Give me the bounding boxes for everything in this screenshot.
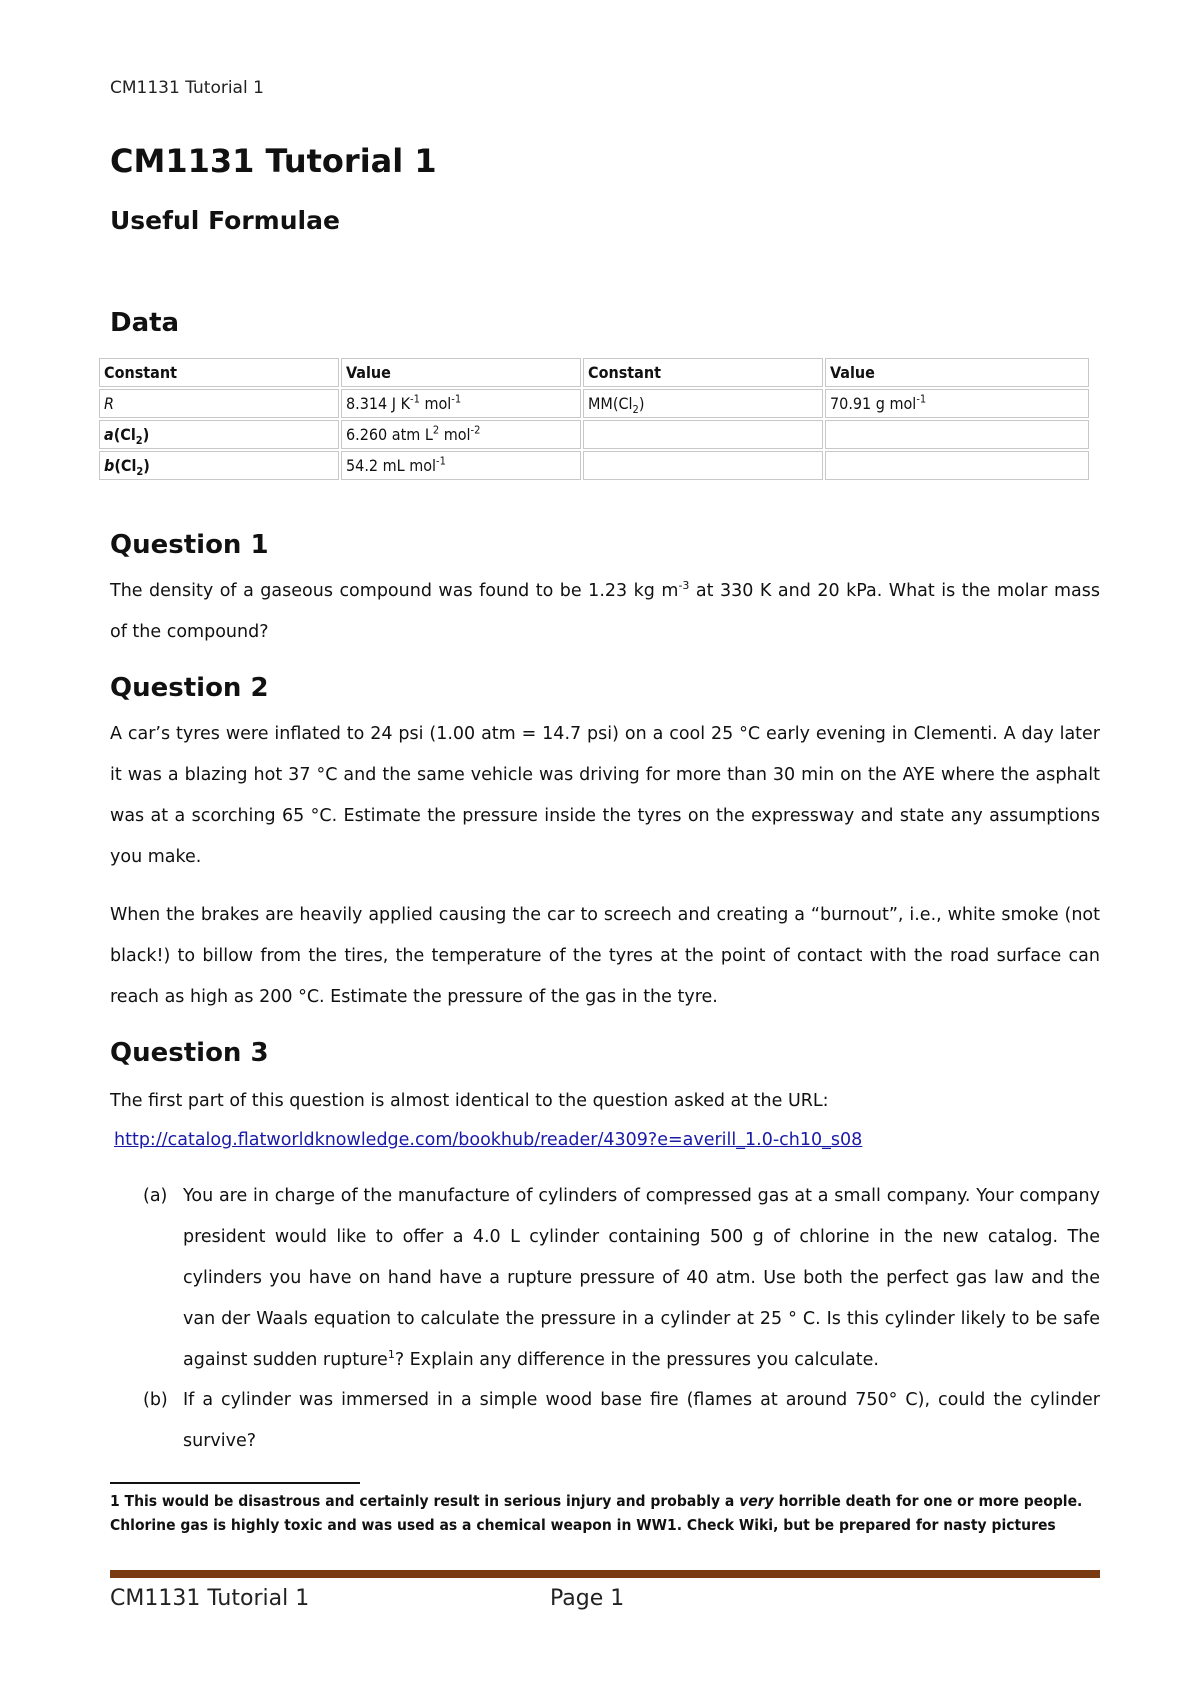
footer-title: CM1131 Tutorial 1 xyxy=(110,1586,310,1611)
question-2-heading: Question 2 xyxy=(110,673,269,703)
table-cell: 6.260 atm $L^2$ mol$^{-2}$ xyxy=(341,420,581,449)
table-cell xyxy=(825,420,1089,449)
part-a-text: You are in charge of the manufacture of cylinders of compressed gas at a small company. Your company president would like to offer a 4.0 L cylinder containing 500 g of chlorine in the new catalog. The cylinders you have on hand have a rupture pressure of 40 atm. Use both the perfect gas law and the van der Waals equation to calculate the pressure in a cylinder at 25 ° C. Is this cylinder likely to be safe against sudden rupture$^1$? Explain any difference in the pressures you calculate. xyxy=(183,1186,1100,1370)
table-cell: $b(Cl_2)$ xyxy=(99,451,339,480)
table-cell: $MM(Cl_2)$ xyxy=(583,389,823,418)
question-3-heading: Question 3 xyxy=(110,1038,269,1068)
question-3-intro: The first part of this question is almost identical to the question asked at the URL: xyxy=(110,1091,829,1111)
part-b-label: (b) xyxy=(143,1390,168,1410)
table-row xyxy=(99,451,1089,480)
page-title: CM1131 Tutorial 1 xyxy=(110,142,437,180)
constants-table xyxy=(97,356,1091,482)
table-header: Constant xyxy=(99,358,339,387)
table-header: Value xyxy=(825,358,1089,387)
table-row xyxy=(99,389,1089,418)
table-cell xyxy=(99,389,339,418)
table-row xyxy=(99,420,1089,449)
table-cell xyxy=(825,451,1089,480)
footnote: 1 This would be disastrous and certainly result in serious injury and probably a very horrible death for one or more people. Chlorine gas is highly toxic and was used as a chemical weapon in WW1. Check Wiki, but be prepared for nasty pictures xyxy=(110,1492,1083,1534)
data-heading: Data xyxy=(110,308,180,338)
table-cell: 54.2 mL mol$^{-1}$ xyxy=(341,451,581,480)
footnote-divider xyxy=(110,1482,360,1484)
footer-divider xyxy=(110,1570,1100,1578)
question-1-heading: Question 1 xyxy=(110,530,269,560)
constant-symbol: R xyxy=(104,394,114,413)
table-cell xyxy=(583,451,823,480)
table-cell: 8.314 J $K^{-1}$ mol$^{-1}$ xyxy=(341,389,581,418)
reference-link[interactable]: http://catalog.flatworldknowledge.com/bookhub/reader/4309?e=averill_1.0-ch10_s08 xyxy=(114,1130,863,1150)
table-header: Constant xyxy=(583,358,823,387)
question-2-paragraph-1: A car’s tyres were inflated to 24 psi (1.00 atm = 14.7 psi) on a cool 25 °C early evening in Clementi. A day later it was a blazing hot 37 °C and the same vehicle was driving for more than 30 min on the AYE where the asphalt was at a scorching 65 °C. Estimate the pressure inside the tyres on the expressway and state any assumptions you make. xyxy=(110,724,1100,867)
part-b-text: If a cylinder was immersed in a simple wood base fire (flames at around 750° C), could the cylinder survive? xyxy=(183,1390,1100,1451)
page-subtitle: Useful Formulae xyxy=(110,206,340,235)
table-cell: 70.91 g mol$^{-1}$ xyxy=(825,389,1089,418)
part-a-label: (a) xyxy=(143,1186,168,1206)
question-2-paragraph-2: When the brakes are heavily applied causing the car to screech and creating a “burnout”, i.e., white smoke (not black!) to billow from the tires, the temperature of the tyres at the point of contact with the road surface can reach as high as 200 °C. Estimate the pressure of the gas in the tyre. xyxy=(110,905,1100,1007)
page-number: Page 1 xyxy=(550,1586,625,1611)
running-header: CM1131 Tutorial 1 xyxy=(110,78,264,98)
table-header-row xyxy=(99,358,1089,387)
table-cell: $a(Cl_2)$ xyxy=(99,420,339,449)
table-cell xyxy=(583,420,823,449)
question-1-text: The density of a gaseous compound was found to be 1.23 kg $m^{-3}$ at 330 K and 20 kPa. What is the molar mass of the compound? xyxy=(110,579,1100,642)
table-header: Value xyxy=(341,358,581,387)
